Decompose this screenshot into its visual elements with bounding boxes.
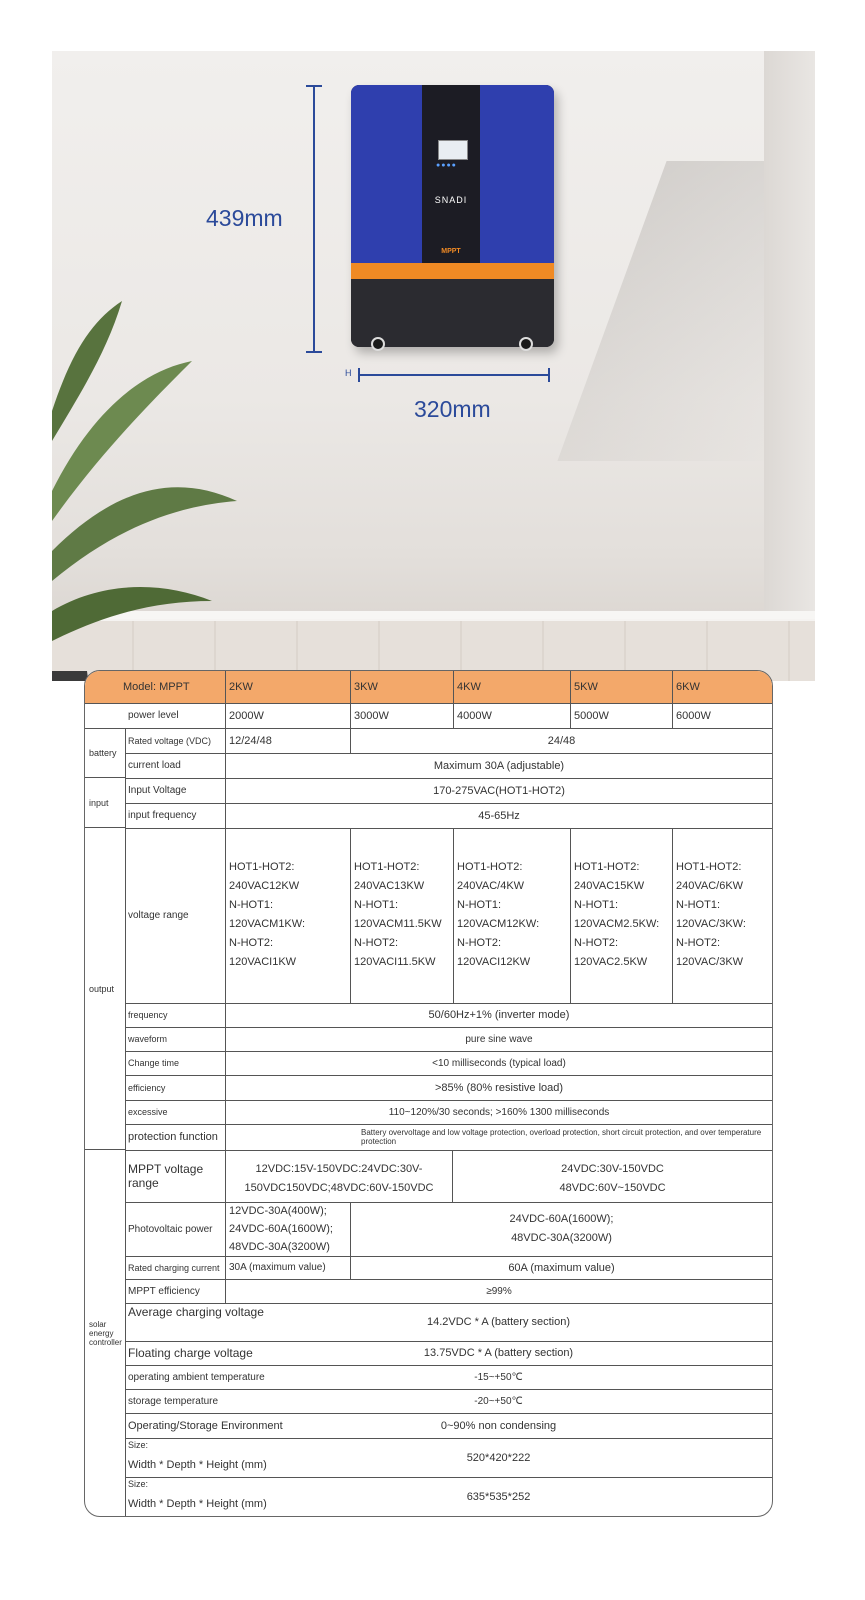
param-label: voltage range (128, 910, 189, 921)
header-6kw: 6KW (672, 671, 772, 703)
table-cell: 110~120%/30 seconds; >160% 1300 milliseconds (225, 1100, 772, 1124)
param-label: Rated charging current (128, 1262, 220, 1273)
param-label: Operating/Storage Environment (128, 1419, 283, 1432)
param-label: Average charging voltage (128, 1305, 264, 1319)
table-row (125, 1279, 772, 1304)
voltage-range-4kw (453, 828, 570, 1003)
param-label: Floating charge voltage (128, 1346, 253, 1360)
table-row (125, 753, 772, 779)
mppt-line: 150VDC150VDC;48VDC:60V-150VDC (244, 1182, 434, 1194)
table-cell: 14.2VDC * A (battery section) (426, 1316, 571, 1328)
vr-line: N-HOT2: (457, 937, 501, 949)
pv-line: 48VDC-30A(3200W) (511, 1232, 612, 1244)
table-cell: 13.75VDC * A (battery section) (423, 1347, 574, 1359)
plant-leaves-image (52, 291, 252, 681)
table-row (125, 778, 772, 804)
pv-line: 12VDC-30A(400W); (229, 1205, 327, 1217)
width-marker: H (345, 368, 352, 378)
group-output: output (85, 828, 125, 1150)
table-cell: 50/60Hz+1% (inverter mode) (225, 1003, 772, 1027)
param-label: current load (128, 760, 181, 771)
table-row (125, 1438, 772, 1478)
param-label: Rated voltage (VDC) (128, 735, 212, 746)
table-row (125, 1413, 772, 1439)
vr-line: 240VAC12KW (229, 880, 300, 892)
vr-line: 240VAC/6KW (676, 880, 744, 892)
table-cell: 30A (maximum value) (225, 1256, 350, 1279)
header-4kw: 4KW (453, 671, 570, 703)
table-row (125, 728, 772, 754)
table-row (125, 1051, 772, 1076)
table-row (125, 1477, 772, 1516)
vr-line: 120VAC2.5KW (574, 956, 648, 968)
header-2kw: 2KW (225, 671, 350, 703)
table-cell: 520*420*222 (466, 1451, 531, 1464)
param-label: input frequency (128, 810, 197, 821)
table-cell: 170-275VAC(HOT1-HOT2) (225, 778, 772, 803)
param-label: operating ambient temperature (128, 1371, 265, 1383)
table-row (125, 1003, 772, 1028)
pv-line: 24VDC-60A(1600W); (229, 1223, 333, 1235)
vr-line: N-HOT2: (574, 937, 618, 949)
vr-line: 120VAC/3KW: (676, 918, 746, 930)
param-label: Width * Depth * Height (mm) (128, 1459, 267, 1471)
param-label: Size: (128, 1479, 149, 1489)
vr-line: HOT1-HOT2: (354, 861, 420, 873)
mppt-line: 24VDC:30V-150VDC (561, 1163, 664, 1175)
table-cell: -20~+50℃ (474, 1395, 523, 1407)
lcd-display-icon (438, 140, 468, 160)
table-cell: 45-65Hz (225, 803, 772, 828)
mounting-foot-icon (519, 337, 533, 351)
vr-line: 120VAC/3KW (676, 956, 744, 968)
pv-power-high (350, 1202, 772, 1256)
vr-line: 120VACM11.5KW (354, 918, 442, 930)
table-cell: <10 milliseconds (typical load) (225, 1051, 772, 1075)
header-model: Model: MPPT (123, 681, 190, 693)
table-row (125, 1100, 772, 1125)
voltage-range-2kw (225, 828, 350, 1003)
column-divider (125, 728, 126, 1516)
table-cell: 4000W (453, 703, 570, 728)
table-cell: pure sine wave (225, 1027, 772, 1051)
vr-line: N-HOT1: (574, 899, 618, 911)
pv-line: 24VDC-60A(1600W); (509, 1213, 614, 1225)
vr-line: 120VACM1KW: (229, 918, 306, 930)
table-row (125, 1202, 772, 1257)
vr-line: N-HOT2: (676, 937, 720, 949)
vr-line: 120VACI12KW (457, 956, 531, 968)
vr-line: 240VAC/4KW (457, 880, 525, 892)
param-label: excessive (128, 1107, 168, 1117)
table-cell: 5000W (570, 703, 672, 728)
param-label: Width * Depth * Height (mm) (128, 1498, 267, 1510)
param-label: Size: (128, 1440, 149, 1450)
mppt-voltage-low (225, 1150, 452, 1202)
voltage-range-5kw (570, 828, 672, 1003)
table-row (125, 1341, 772, 1366)
table-row (125, 1303, 772, 1342)
table-cell: 6000W (672, 703, 772, 728)
vr-line: HOT1-HOT2: (457, 861, 523, 873)
vr-line: 240VAC15KW (574, 880, 645, 892)
table-cell: ≥99% (225, 1279, 772, 1303)
pv-line: 48VDC-30A(3200W) (229, 1241, 330, 1253)
height-label: 439mm (206, 205, 283, 231)
vr-line: N-HOT2: (354, 937, 398, 949)
table-row (125, 803, 772, 829)
width-label: 320mm (414, 396, 491, 422)
vr-line: N-HOT1: (676, 899, 720, 911)
vr-line: 120VACI11.5KW (354, 956, 436, 968)
voltage-range-6kw (672, 828, 772, 1003)
inverter-body (351, 85, 554, 347)
vr-line: N-HOT1: (457, 899, 501, 911)
table-cell: 24/48 (350, 728, 772, 753)
spec-table (84, 670, 773, 1517)
voltage-range-3kw (350, 828, 453, 1003)
inverter-image (351, 85, 554, 350)
mppt-voltage-high (452, 1150, 772, 1202)
vr-line: N-HOT2: (229, 937, 273, 949)
table-cell: 12/24/48 (225, 728, 350, 753)
table-cell: 0~90% non condensing (440, 1419, 557, 1432)
param-label: MPPT voltage range (128, 1162, 204, 1190)
param-label: waveform (128, 1034, 168, 1044)
table-row (125, 1256, 772, 1280)
table-cell: 60A (maximum value) (350, 1256, 772, 1279)
header-3kw: 3KW (350, 671, 453, 703)
brand-logo: SNADI (434, 195, 468, 205)
table-cell: 3000W (350, 703, 453, 728)
param-label: Input Voltage (128, 785, 187, 796)
group-input: input (85, 778, 125, 828)
param-label: storage temperature (128, 1395, 219, 1407)
vr-line: N-HOT1: (229, 899, 273, 911)
vr-line: N-HOT1: (354, 899, 398, 911)
table-row (125, 1075, 772, 1101)
side-wall (764, 51, 815, 621)
param-label: Change time (128, 1058, 180, 1068)
table-cell: >85% (80% resistive load) (225, 1075, 772, 1100)
mppt-badge: MPPT (441, 248, 461, 255)
vr-line: HOT1-HOT2: (229, 861, 295, 873)
table-cell: 2000W (225, 703, 350, 728)
param-label: MPPT efficiency (128, 1285, 200, 1297)
group-solar: solar energy controller (89, 1319, 122, 1347)
width-dimension-line (358, 374, 550, 376)
control-buttons-icon: ●●●● (436, 162, 457, 169)
table-header (85, 671, 772, 704)
table-row (125, 1124, 772, 1151)
mppt-line: 48VDC:60V~150VDC (559, 1182, 666, 1194)
table-cell: 635*535*252 (466, 1490, 531, 1503)
table-row (125, 1365, 772, 1390)
table-row (125, 1027, 772, 1052)
vr-line: 240VAC13KW (354, 880, 425, 892)
param-label: frequency (128, 1010, 168, 1020)
pv-power-low (225, 1202, 350, 1256)
group-battery: battery (85, 728, 125, 778)
vr-line: 120VACM2.5KW: (574, 918, 660, 930)
table-cell: -15~+50℃ (474, 1371, 523, 1383)
product-photo (52, 51, 815, 681)
table-row (125, 1150, 772, 1203)
mppt-line: 12VDC:15V-150VDC:24VDC:30V- (255, 1163, 423, 1175)
param-label: Photovoltaic power (128, 1223, 213, 1235)
vr-line: HOT1-HOT2: (574, 861, 640, 873)
table-row (125, 828, 772, 1004)
param-label: efficiency (128, 1082, 166, 1093)
table-row (85, 703, 772, 729)
param-label: protection function (128, 1131, 218, 1143)
table-cell: Battery overvoltage and low voltage protection, overload protection, short circuit protection, and over temperature protection (225, 1124, 772, 1150)
param-label: power level (128, 710, 179, 721)
header-5kw: 5KW (570, 671, 672, 703)
vr-line: HOT1-HOT2: (676, 861, 742, 873)
table-cell: Maximum 30A (adjustable) (225, 753, 772, 778)
mounting-foot-icon (371, 337, 385, 351)
height-dimension-line (313, 86, 315, 352)
table-row (125, 1389, 772, 1414)
vr-line: 120VACI1KW (229, 956, 297, 968)
vr-line: 120VACM12KW: (457, 918, 540, 930)
